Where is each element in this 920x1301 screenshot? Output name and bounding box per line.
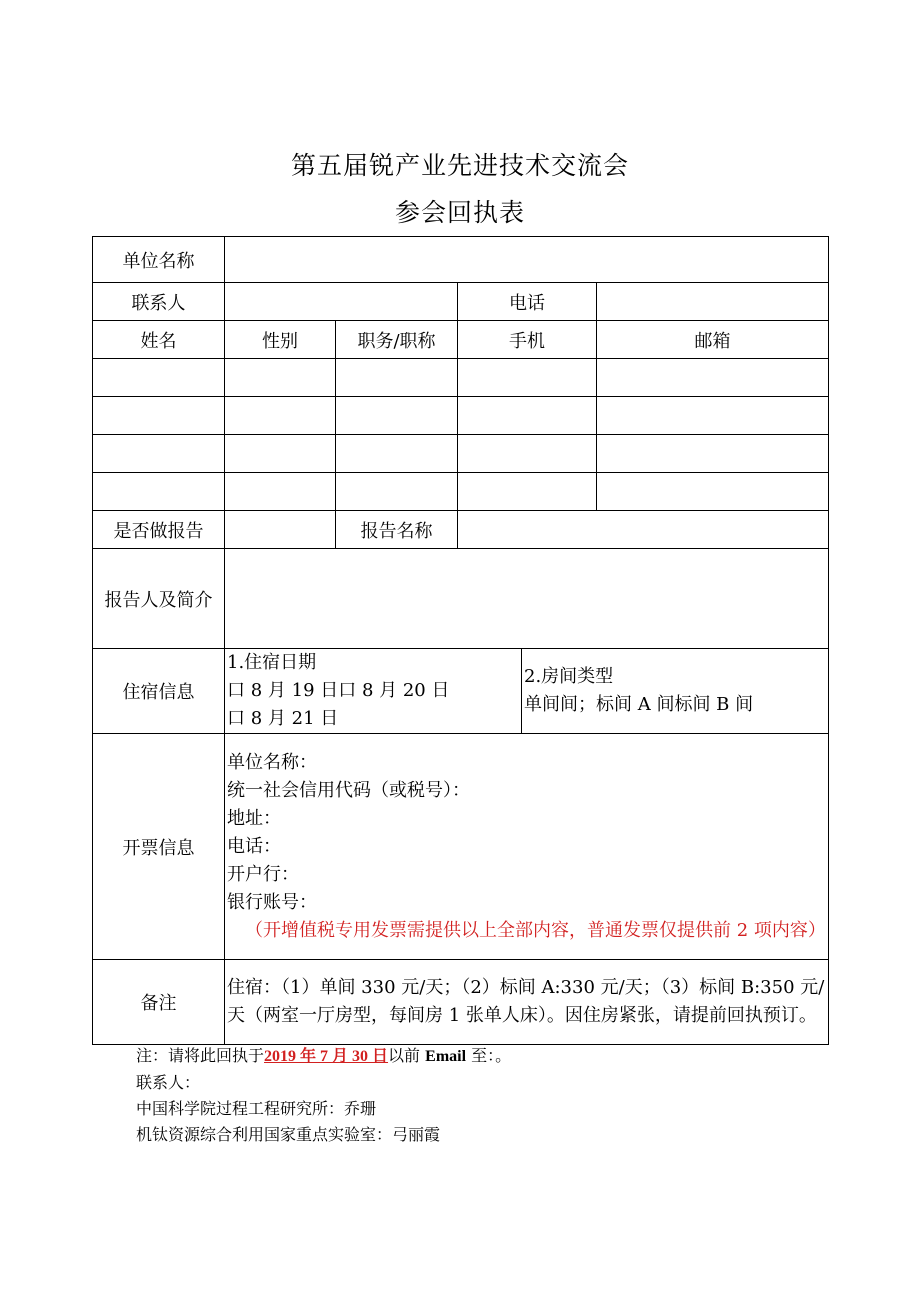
report-field[interactable] — [225, 511, 336, 549]
attendee-row — [93, 397, 829, 435]
room-type-cell — [522, 649, 829, 734]
contact-heading: 联系人： — [136, 1073, 201, 1092]
column-header-mobile: 手机 — [458, 321, 597, 359]
column-header-row — [93, 321, 829, 359]
page-title: 第五届锐产业先进技术交流会 — [290, 151, 629, 180]
column-header-gender: 性别 — [225, 321, 336, 359]
contact-person-1: 中国科学院过程工程研究所：乔珊 — [136, 1099, 377, 1118]
org-name-label: 单位名称 — [93, 237, 225, 283]
column-header-name: 姓名 — [93, 321, 225, 359]
invoice-phone: 电话： — [227, 835, 281, 857]
page-subtitle: 参会回执表 — [394, 198, 525, 227]
note-prefix: 注：请将此回执于 — [136, 1046, 265, 1065]
lodging-date-title: 1.住宿日期 — [227, 652, 317, 673]
deadline-date: 2019 年 7 月 30 日 — [264, 1048, 389, 1065]
invoice-account: 银行账号： — [227, 891, 317, 913]
attendee-title-cell[interactable] — [336, 359, 458, 397]
note-mid: 以前 — [388, 1046, 421, 1065]
attendee-name-cell[interactable] — [93, 397, 225, 435]
invoice-address: 地址： — [227, 807, 281, 829]
reporter-field[interactable] — [225, 549, 829, 649]
contact-field[interactable] — [225, 283, 458, 321]
attendee-email-cell[interactable] — [597, 397, 829, 435]
note-suffix: 至：。 — [471, 1046, 512, 1065]
column-header-title: 职务/职称 — [336, 321, 458, 359]
attendee-row — [93, 359, 829, 397]
attendee-mobile-cell[interactable] — [458, 473, 597, 511]
attendee-gender-cell[interactable] — [225, 397, 336, 435]
attendee-title-cell[interactable] — [336, 397, 458, 435]
lodging-date-options-2[interactable]: 口 8 月 21 日 — [227, 708, 339, 729]
room-type-title: 2.房间类型 — [524, 666, 614, 687]
attendee-mobile-cell[interactable] — [458, 359, 597, 397]
attendee-mobile-cell[interactable] — [458, 435, 597, 473]
report-name-field[interactable] — [458, 511, 829, 549]
remarks-text: 住宿：（1）单间 330 元/天；（2）标间 A:330 元/天；（3）标间 B:350 元/天（两室一厅房型，每间房 1 张单人床）。因住房紧张，请提前回执预订。 — [225, 960, 829, 1045]
column-header-email: 邮箱 — [597, 321, 829, 359]
phone-field[interactable] — [597, 283, 829, 321]
report-label: 是否做报告 — [93, 511, 225, 549]
attendee-title-cell[interactable] — [336, 473, 458, 511]
attendee-row — [93, 473, 829, 511]
attendee-name-cell[interactable] — [93, 473, 225, 511]
attendee-name-cell[interactable] — [93, 435, 225, 473]
contact-label: 联系人 — [93, 283, 225, 321]
invoice-bank: 开户行： — [227, 863, 299, 885]
submission-note — [136, 1043, 511, 1070]
lodging-date-cell — [225, 649, 522, 734]
attendee-name-cell[interactable] — [93, 359, 225, 397]
lodging-label: 住宿信息 — [93, 649, 225, 734]
report-name-label: 报告名称 — [336, 511, 458, 549]
footer-notes — [136, 1043, 511, 1148]
attendee-gender-cell[interactable] — [225, 473, 336, 511]
reporter-label: 报告人及简介 — [93, 549, 225, 649]
attendee-email-cell[interactable] — [597, 435, 829, 473]
attendee-row — [93, 435, 829, 473]
org-name-field[interactable] — [225, 237, 829, 283]
attendee-email-cell[interactable] — [597, 359, 829, 397]
email-label: Email — [425, 1048, 467, 1065]
registration-form — [92, 236, 829, 1045]
remarks-label: 备注 — [93, 960, 225, 1045]
invoice-credit-code: 统一社会信用代码（或税号）： — [227, 779, 470, 801]
lodging-date-options-1[interactable]: 口 8 月 19 日口 8 月 20 日 — [227, 680, 450, 701]
invoice-label: 开票信息 — [93, 734, 225, 960]
phone-label: 电话 — [458, 283, 597, 321]
attendee-email-cell[interactable] — [597, 473, 829, 511]
invoice-cell — [225, 734, 829, 960]
contact-person-2: 机钛资源综合利用国家重点实验室：弓丽霞 — [136, 1125, 441, 1144]
attendee-mobile-cell[interactable] — [458, 397, 597, 435]
attendee-gender-cell[interactable] — [225, 359, 336, 397]
invoice-note: （开增值税专用发票需提供以上全部内容，普通发票仅提供前 2 项内容） — [245, 919, 826, 941]
invoice-org-name: 单位名称： — [227, 751, 317, 773]
room-type-options[interactable]: 单间间；标间 A 间标间 B 间 — [524, 694, 754, 715]
attendee-title-cell[interactable] — [336, 435, 458, 473]
attendee-gender-cell[interactable] — [225, 435, 336, 473]
